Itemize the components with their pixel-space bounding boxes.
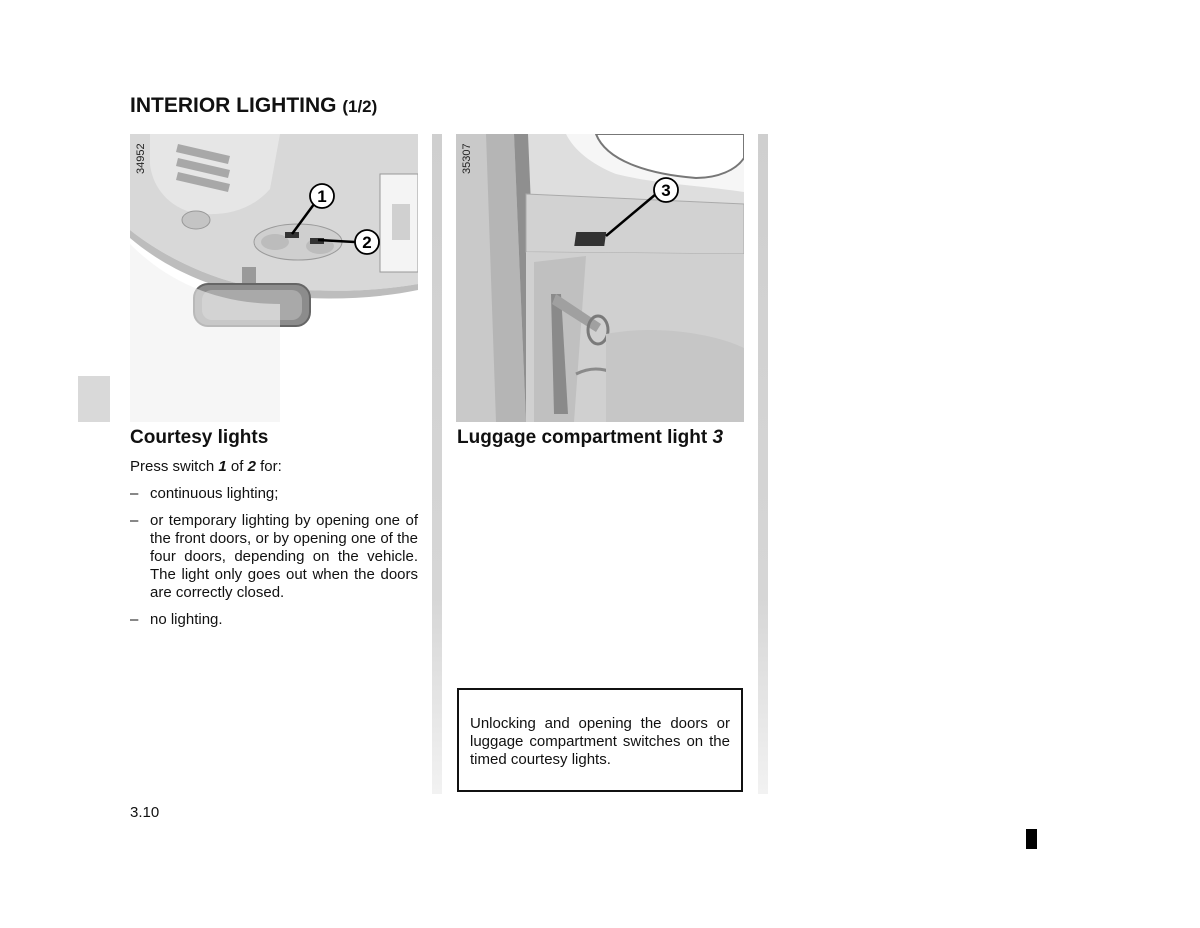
column-separator-right	[758, 134, 768, 794]
courtesy-light-photo	[130, 134, 418, 422]
courtesy-lights-intro	[130, 458, 418, 476]
list-item: – or temporary lighting by opening one of the front doors, or by opening one of the four doors, depending on the vehicle. The light only goes out when the doors are correctly closed.	[130, 512, 418, 601]
intro-suffix: for:	[255, 458, 282, 475]
callout-3: 3	[661, 181, 671, 200]
left-photo-ref: 34952	[135, 143, 147, 174]
chapter-tab	[78, 376, 110, 422]
page-title-part: (1/2)	[342, 97, 378, 116]
luggage-light-photo	[456, 134, 744, 422]
courtesy-lights-body	[130, 458, 418, 629]
intro-mid: of	[226, 458, 248, 475]
column-separator-left	[432, 134, 442, 794]
callout-1: 1	[317, 187, 327, 206]
end-marker	[1026, 829, 1037, 849]
page-number: 3.10	[130, 804, 160, 821]
luggage-light-heading-num: 3	[712, 427, 724, 448]
courtesy-lights-heading: Courtesy lights	[130, 427, 269, 448]
list-item: – no lighting.	[130, 611, 223, 628]
note-box	[457, 688, 743, 792]
luggage-light-heading-text: Luggage compartment light	[457, 427, 708, 448]
intro-switch-1: 1	[218, 458, 227, 475]
right-photo-ref: 35307	[461, 143, 473, 174]
intro-switch-2: 2	[247, 458, 256, 475]
note-text: Unlocking and opening the doors or luggage compartment switches on the timed courtesy lights.	[470, 715, 730, 768]
list-item: – continuous lighting;	[130, 485, 279, 502]
luggage-light-heading	[457, 427, 723, 449]
page-title-text: INTERIOR LIGHTING	[130, 94, 337, 117]
callout-2: 2	[362, 233, 372, 252]
intro-prefix: Press switch	[130, 458, 219, 475]
page-title	[130, 94, 377, 118]
